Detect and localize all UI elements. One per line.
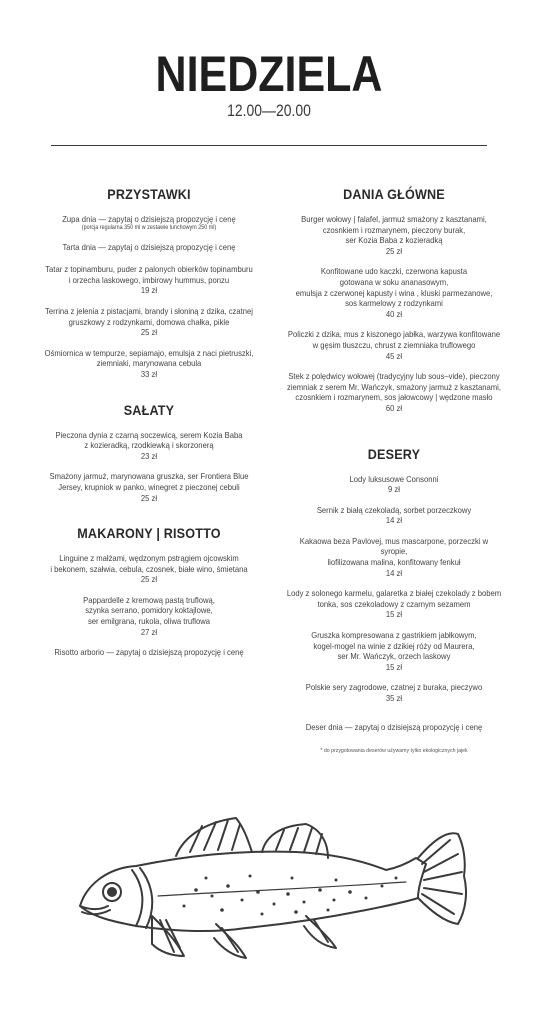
menu-item bbox=[41, 306, 257, 338]
section-desery bbox=[274, 446, 514, 755]
item-price: 14 zł bbox=[385, 515, 403, 526]
item-desc: czosnkiem i rozmarynem, sos jałowcowy | wędzone masło bbox=[295, 392, 493, 403]
section-dania-glowne bbox=[274, 186, 514, 414]
item-text: Risotto arborio — zapytaj o dzisiejszą propozycję i cenę bbox=[54, 647, 244, 658]
footnote: * do przygotowania deserów używamy tylko ekologicznych jajek bbox=[320, 748, 468, 755]
item-desc: Terrina z jelenia z pistacjami, brandy i słoniną z dzika, czatnej bbox=[45, 305, 253, 316]
item-desc: Konfitowane udo kaczki, czerwona kapusta bbox=[320, 266, 468, 277]
menu-item bbox=[286, 722, 502, 733]
menu-column-right bbox=[274, 186, 514, 754]
item-text: Deser dnia — zapytaj o dzisiejszą propozycję i cenę bbox=[305, 721, 483, 732]
item-price: 19 zł bbox=[140, 285, 158, 296]
menu-item bbox=[286, 630, 502, 672]
item-desc: sos karmelowy z rodzynkami bbox=[345, 298, 443, 309]
item-price: 35 zł bbox=[385, 693, 403, 703]
menu-item bbox=[286, 682, 502, 703]
section-title: DESERY bbox=[367, 445, 421, 462]
item-text: Tarta dnia — zapytaj o dzisiejszą propozycję i cenę bbox=[62, 241, 236, 252]
item-note: (porcja regularna 350 ml w zestawie lunchowym 250 ml) bbox=[81, 224, 217, 231]
menu-item bbox=[286, 214, 502, 256]
item-desc: Gruszka kompresowana z gastrikiem jabłkowym, bbox=[311, 630, 477, 641]
menu-item bbox=[286, 536, 502, 578]
item-desc: Burger wołowy | falafel, jarmuż smażony z kasztanami, bbox=[301, 214, 487, 224]
section-makarony-risotto bbox=[29, 525, 269, 658]
item-price: 25 zł bbox=[140, 574, 158, 585]
item-desc: ziemniak z serem Mr. Wańczyk, smażony jarmuż z kasztanami, bbox=[287, 381, 501, 392]
item-price: 23 zł bbox=[140, 450, 158, 461]
item-desc: Linguine z małżami, wędzonym pstrągiem ojcowskim bbox=[59, 553, 239, 564]
item-desc: i bekonem, szałwia, cebula, czosnek, białe wino, śmietana bbox=[50, 563, 248, 574]
section-title: PRZYSTAWKI bbox=[107, 186, 191, 202]
menu-item bbox=[286, 505, 502, 526]
item-desc: i orzecha laskowego, imbirowy hummus, ponzu bbox=[68, 274, 230, 285]
item-desc: Policzki z dzika, mus z kiszonego jabłka, warzywa konfitowane bbox=[287, 329, 501, 340]
item-desc: w gęsim tłuszczu, chrust z ziemniaka truflowego bbox=[312, 339, 476, 350]
menu-item bbox=[41, 264, 257, 296]
item-text: Zupa dnia — zapytaj o dzisiejszą propozycję i cenę bbox=[62, 214, 236, 224]
menu-item bbox=[41, 214, 257, 232]
menu-item bbox=[41, 647, 257, 658]
item-desc: gruszkowy z rodzynkami, domowa chałka, pikle bbox=[68, 316, 230, 327]
menu-item bbox=[41, 348, 257, 380]
item-desc: Smażony jarmuż, marynowana gruszka, ser Frontiera Blue bbox=[49, 471, 249, 482]
item-desc: Lody z solonego karmelu, galaretka z białej czekolady z bobem bbox=[286, 588, 502, 599]
section-salaty bbox=[29, 402, 269, 504]
item-price: 14 zł bbox=[385, 567, 403, 578]
section-title: SAŁATY bbox=[123, 401, 175, 418]
menu-item bbox=[41, 595, 257, 637]
menu-item bbox=[286, 266, 502, 319]
item-price: 25 zł bbox=[140, 492, 158, 503]
section-przystawki bbox=[29, 186, 269, 380]
item-desc: ser Mr. Wańczyk, orzech laskowy bbox=[337, 651, 451, 662]
fish-illustration-icon bbox=[66, 806, 478, 968]
item-price: 27 zł bbox=[140, 626, 158, 637]
item-price: 15 zł bbox=[385, 609, 403, 620]
item-price: 25 zł bbox=[140, 327, 158, 338]
menu-item bbox=[41, 471, 257, 503]
item-desc: ser Kozia Baba z kozieradką bbox=[345, 235, 443, 246]
menu-item bbox=[41, 553, 257, 585]
item-desc: ser emilgrana, rukola, oliwa truflowa bbox=[87, 616, 211, 627]
item-desc: Kakaowa beza Pavlovej, mus mascarpone, porzeczki w syropie, bbox=[299, 535, 489, 557]
menu-item bbox=[41, 430, 257, 462]
item-desc: Lody luksusowe Consonni bbox=[349, 473, 439, 484]
item-desc: kogel-mogel na winie z dzikiej róży od Maurera, bbox=[313, 640, 475, 651]
item-desc: z kozieradką, rzodkiewką i skorzonerą bbox=[84, 440, 214, 451]
page-title: NIEDZIELA bbox=[155, 46, 383, 102]
item-price: 33 zł bbox=[140, 368, 158, 379]
item-desc: Ośmiornica w tempurze, sepiamajo, emulsja z naci pietruszki, bbox=[44, 347, 254, 358]
menu-item bbox=[286, 588, 502, 620]
menu-item bbox=[286, 371, 502, 413]
item-desc: Sernik z białą czekoladą, sorbet porzeczkowy bbox=[316, 504, 472, 515]
item-price: 45 zł bbox=[385, 350, 403, 361]
item-price: 60 zł bbox=[385, 402, 403, 413]
item-desc: Jersey, krupniok w panko, winegret z pieczonej cebuli bbox=[58, 481, 240, 492]
item-desc: emulsja z czerwonej kapusty i wina , kluski parmezanowe, bbox=[295, 287, 493, 298]
menu-item bbox=[41, 242, 257, 253]
opening-hours: 12.00—20.00 bbox=[227, 101, 311, 120]
item-price: 25 zł bbox=[385, 245, 403, 256]
item-desc: Tatar z topinamburu, puder z palonych obierków topinamburu bbox=[45, 264, 253, 275]
item-desc: szynka serrano, pomidory koktajlowe, bbox=[85, 605, 213, 616]
item-price: 40 zł bbox=[385, 308, 403, 319]
item-desc: ziemniaki, marynowana cebula bbox=[96, 358, 202, 369]
item-desc: Stek z polędwicy wołowej (tradycyjny lub sous–vide), pieczony bbox=[288, 371, 500, 382]
item-desc: Polskie sery zagrodowe, czatnej z buraka, pieczywo bbox=[305, 682, 483, 693]
item-desc: Pappardelle z kremową pastą truflową, bbox=[83, 594, 215, 605]
menu-item bbox=[286, 474, 502, 495]
item-desc: Pieczona dynia z czarną soczewicą, serem Kozia Baba bbox=[55, 429, 243, 440]
item-desc: czosnkiem i rozmarynem, pieczony burak, bbox=[322, 224, 466, 235]
item-desc: gotowana w soku ananasowym, bbox=[339, 276, 449, 287]
section-title: DANIA GŁÓWNE bbox=[343, 186, 445, 202]
item-price: 15 zł bbox=[385, 661, 403, 672]
menu-column-left bbox=[29, 186, 269, 668]
item-price: 9 zł bbox=[388, 484, 400, 495]
section-title: MAKARONY | RISOTTO bbox=[77, 525, 221, 542]
header-divider bbox=[51, 145, 487, 146]
item-desc: liofilizowana malina, konfitowany fenkuł bbox=[327, 557, 461, 568]
item-desc: tonka, sos czekoladowy z czarnym sezamem bbox=[317, 598, 471, 609]
menu-item bbox=[286, 329, 502, 361]
